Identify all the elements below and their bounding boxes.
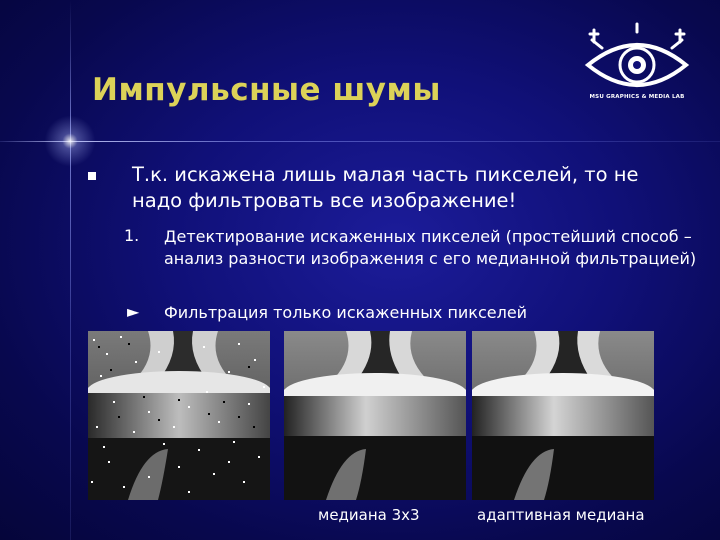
slide-title: Импульсные шумы [92, 72, 441, 108]
adaptive-median-image [472, 331, 654, 500]
decorative-horizontal-line [0, 141, 720, 142]
caption-adaptive-median: адаптивная медиана [477, 506, 645, 524]
subitem-text-1: Детектирование искаженных пикселей (простейший способ – анализ разности изображения с его медианной фильтрацией) [164, 227, 697, 268]
caption-median-3x3: медиана 3х3 [318, 506, 420, 524]
bullet-square-icon [88, 172, 96, 180]
subitem-marker-arrow-icon: ► [127, 302, 140, 321]
subitem-marker-1: 1. [124, 226, 140, 245]
decorative-vertical-line [70, 0, 71, 540]
median-3x3-image [284, 331, 466, 500]
subitem-text-2: Фильтрация только искаженных пикселей [164, 303, 528, 322]
logo-caption: MSU GRAPHICS & MEDIA LAB [589, 94, 685, 100]
decorative-glow [40, 111, 100, 171]
main-bullet-text: Т.к. искажена лишь малая часть пикселей, то не надо фильтровать все изображение! [132, 163, 639, 212]
noisy-image [88, 331, 270, 500]
